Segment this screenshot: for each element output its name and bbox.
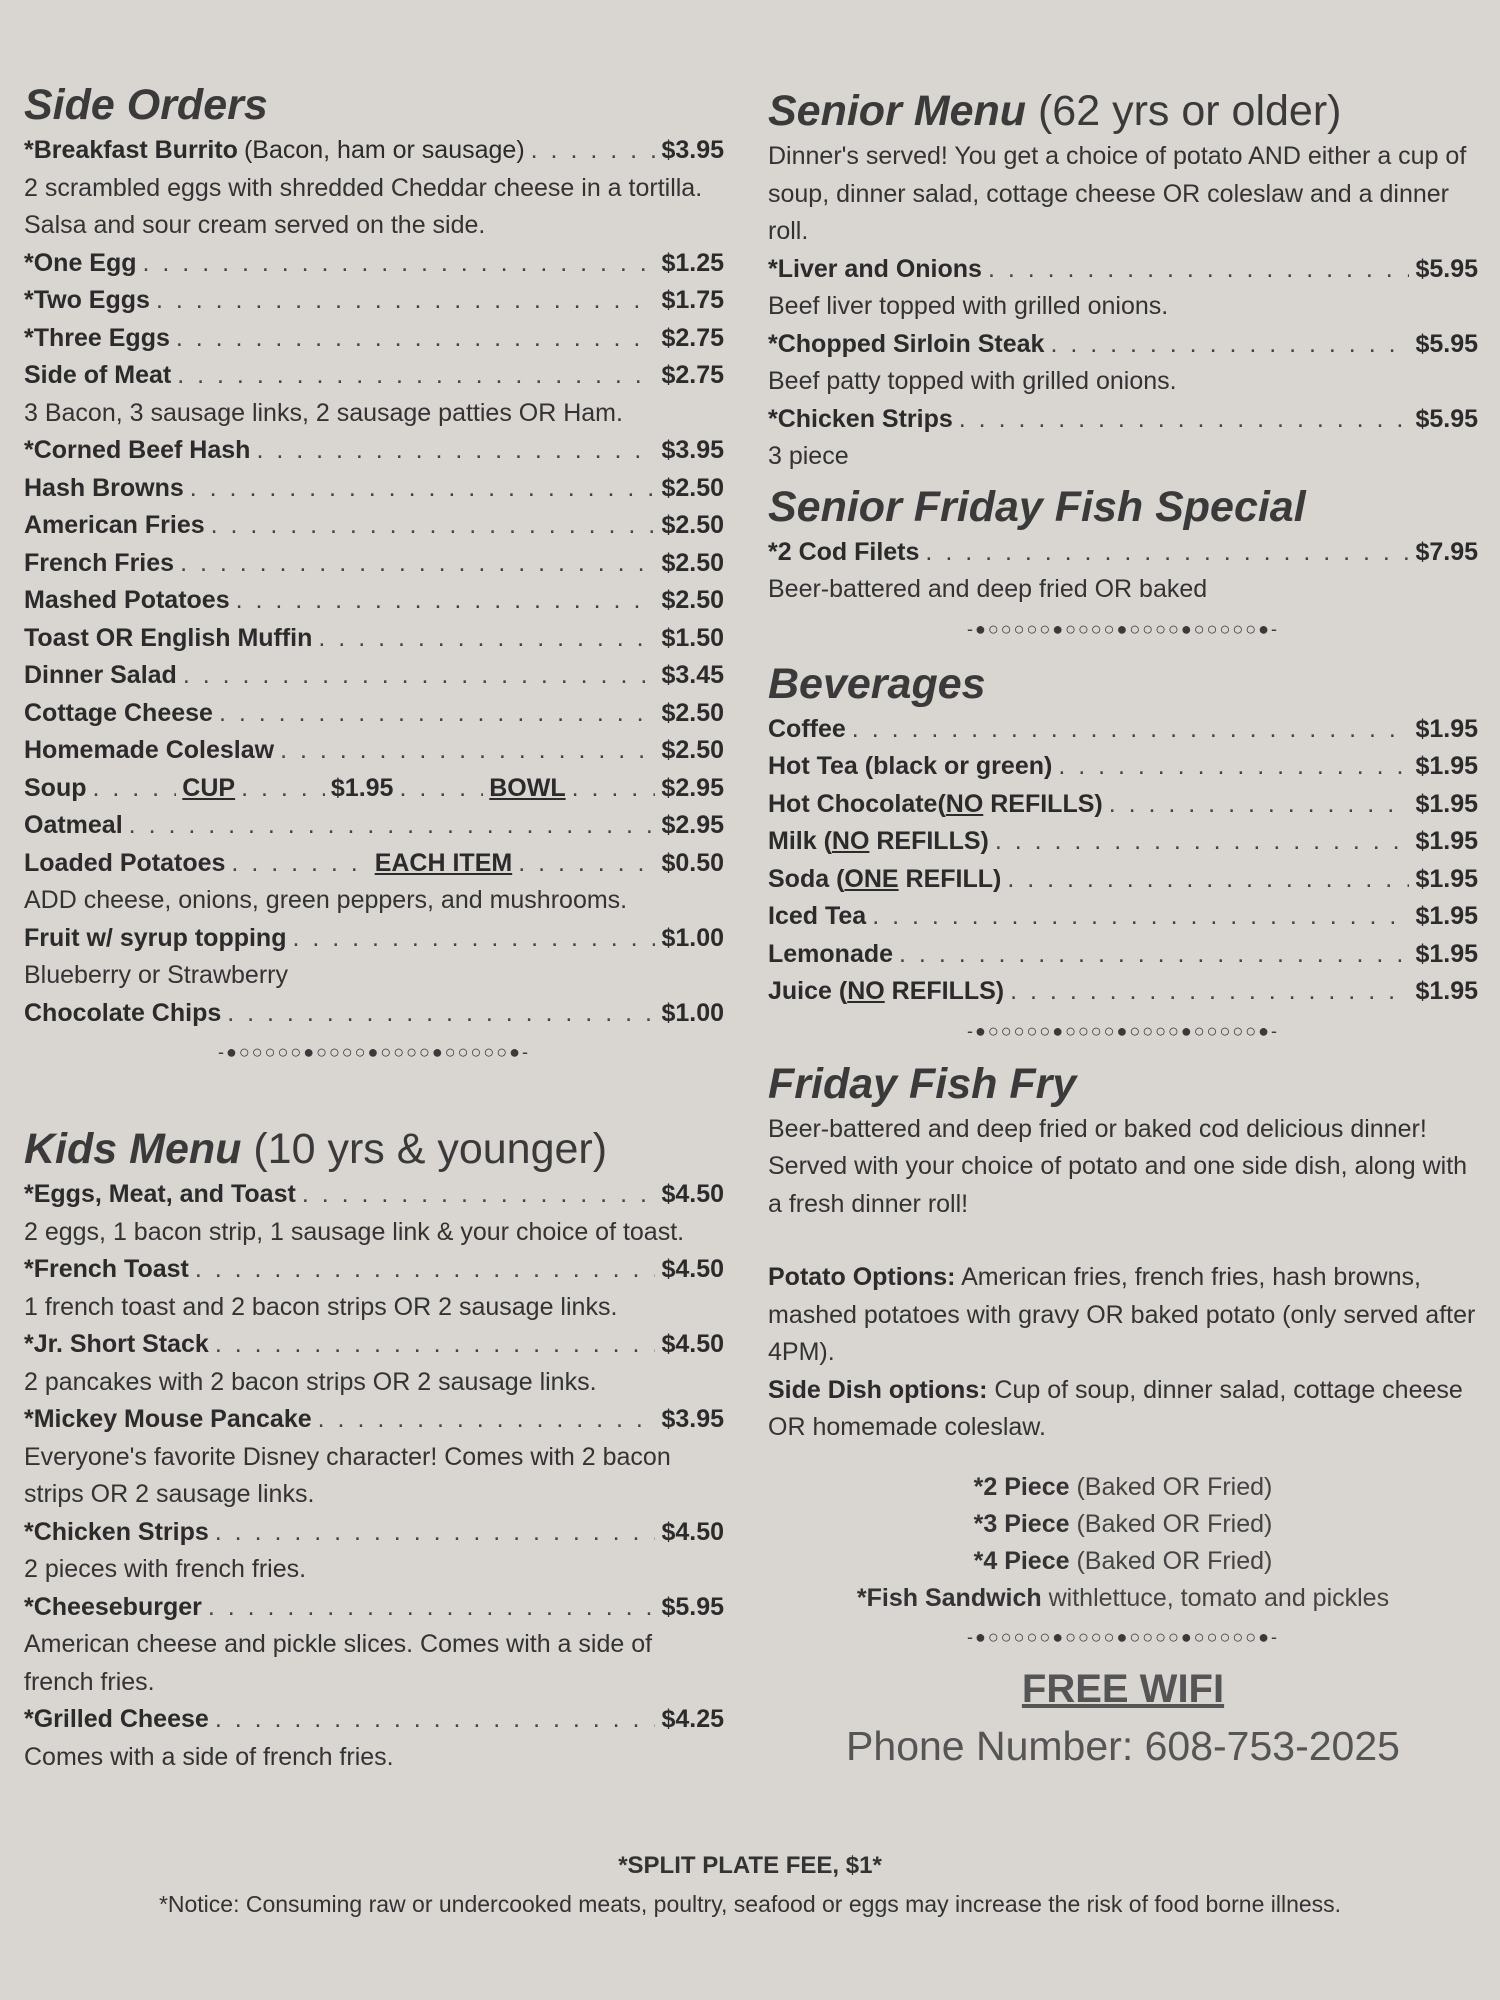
beverages-title: Beverages [768, 659, 986, 708]
item-description: Beer-battered and deep fried OR baked [768, 575, 1208, 603]
menu-item: *Grilled Cheese . . . $4.25 [24, 1701, 724, 1739]
right-column [768, 78, 1478, 1775]
ornament-divider: -●○○○○○●○○○○●○○○○●○○○○○●- [217, 1042, 531, 1062]
item-description: Beef patty topped with grilled onions. [768, 367, 1177, 395]
menu-item: French Fries . . . $2.50 [24, 545, 724, 583]
menu-item: Milk (NO REFILLS) . . . $1.95 [768, 823, 1478, 861]
item-description: Comes with a side of french fries. [24, 1742, 394, 1771]
menu-item: Hot Tea (black or green) . . . $1.95 [768, 748, 1478, 786]
kids-menu-title: Kids Menu (10 yrs & younger) [24, 1125, 608, 1173]
fish-fry-options [768, 1469, 1478, 1617]
menu-item: Lemonade . . . $1.95 [768, 936, 1478, 974]
menu-item: Oatmeal . . . $2.95 [24, 807, 724, 845]
senior-menu-title: Senior Menu (62 yrs or older) [768, 87, 1342, 135]
menu-item: Dinner Salad . . . $3.45 [24, 657, 724, 695]
ornament-divider: -●○○○○○●○○○○●○○○○●○○○○○●- [966, 1626, 1280, 1647]
menu-item: Hot Chocolate(NO REFILLS) . . . $1.95 [768, 786, 1478, 824]
item-description: ADD cheese, onions, green peppers, and mushrooms. [24, 886, 628, 914]
ornament-divider: -●○○○○○●○○○○●○○○○●○○○○○●- [966, 618, 1280, 639]
menu-item: Juice (NO REFILLS) . . . $1.95 [768, 973, 1478, 1011]
menu-item: Hash Browns . . . $2.50 [24, 470, 724, 508]
senior-fish-title: Senior Friday Fish Special [768, 482, 1306, 531]
fish-fry-intro: Beer-battered and deep fried or baked cod delicious dinner! Served with your choice of potato and one side dish, along with a fresh dinner roll! [768, 1114, 1468, 1218]
menu-item: *Liver and Onions . . . $5.95 [768, 251, 1478, 289]
free-wifi: FREE WIFI [1021, 1666, 1225, 1711]
menu-item: *Two Eggs . . . $1.75 [24, 282, 724, 320]
item-description: 2 eggs, 1 bacon strip, 1 sausage link & your choice of toast. [24, 1217, 685, 1246]
menu-item: *Three Eggs . . . $2.75 [24, 320, 724, 358]
item-description: American cheese and pickle slices. Comes with a side of french fries. [24, 1630, 653, 1696]
menu-item: *Eggs, Meat, and Toast . . . $4.50 [24, 1176, 724, 1214]
menu-item: Soda (ONE REFILL) . . . $1.95 [768, 861, 1478, 899]
menu-item: Fruit w/ syrup topping . . . $1.00 [24, 920, 724, 958]
potato-options: Potato Options: American fries, french fries, hash browns, mashed potatoes with gravy OR baked potato (only served after 4PM). [768, 1263, 1476, 1366]
menu-item: Iced Tea . . . $1.95 [768, 898, 1478, 936]
item-description: 2 pieces with french fries. [24, 1555, 307, 1583]
item-description: Beef liver topped with grilled onions. [768, 292, 1169, 320]
footer [0, 1846, 1500, 1922]
menu-item: Side of Meat . . . $2.75 [24, 357, 724, 395]
fish-sandwich: *Fish Sandwich withlettuce, tomato and pickles [856, 1583, 1390, 1612]
menu-item: American Fries . . . $2.50 [24, 507, 724, 545]
side-dish-options: Side Dish options: Cup of soup, dinner salad, cottage cheese OR homemade coleslaw. [768, 1375, 1463, 1441]
phone-number: Phone Number: 608-753-2025 [846, 1722, 1400, 1769]
item-description: 1 french toast and 2 bacon strips OR 2 sausage links. [24, 1292, 618, 1321]
menu-item-loaded: Loaded Potatoes . . . EACH ITEM . . . $0.50 [24, 845, 724, 883]
menu-item: *Cheeseburger . . . $5.95 [24, 1589, 724, 1627]
health-notice: *Notice: Consuming raw or undercooked meats, poultry, seafood or eggs may increase the risk of food borne illness. [158, 1891, 1342, 1917]
menu-item: Coffee . . . $1.95 [768, 711, 1478, 749]
fish-option: *3 Piece (Baked OR Fried) [973, 1509, 1273, 1538]
menu-item: Cottage Cheese . . . $2.50 [24, 695, 724, 733]
side-orders-title: Side Orders [24, 81, 268, 129]
menu-item: *Chicken Strips . . . $4.50 [24, 1514, 724, 1552]
item-description: Blueberry or Strawberry [24, 961, 288, 989]
menu-item: Chocolate Chips . . . $1.00 [24, 995, 724, 1033]
menu-item: *Mickey Mouse Pancake . . . $3.95 [24, 1401, 724, 1439]
menu-item-soup: Soup . . . CUP . . . $1.95 . . . BOWL . . . $2.95 [24, 770, 724, 808]
menu-item: Homemade Coleslaw . . . $2.50 [24, 732, 724, 770]
menu-item: *Jr. Short Stack . . . $4.50 [24, 1326, 724, 1364]
menu-item: *French Toast . . . $4.50 [24, 1251, 724, 1289]
menu-item: Toast OR English Muffin . . . $1.50 [24, 620, 724, 658]
menu-item: *Chopped Sirloin Steak . . . $5.95 [768, 326, 1478, 364]
menu-item: *Breakfast Burrito (Bacon, ham or sausage) . . . $3.95 [24, 132, 724, 170]
fish-option: *4 Piece (Baked OR Fried) [973, 1546, 1273, 1575]
menu-item: *Chicken Strips . . . $5.95 [768, 401, 1478, 439]
menu-item: Mashed Potatoes . . . $2.50 [24, 582, 724, 620]
menu-item: *Corned Beef Hash . . . $3.95 [24, 432, 724, 470]
left-column [24, 78, 724, 1776]
senior-intro: Dinner's served! You get a choice of potato AND either a cup of soup, dinner salad, cottage cheese OR coleslaw and a dinner roll. [768, 142, 1467, 245]
menu-item: *2 Cod Filets . . . $7.95 [768, 534, 1478, 572]
ornament-divider: -●○○○○○●○○○○●○○○○●○○○○○●- [966, 1020, 1280, 1041]
fish-fry-title: Friday Fish Fry [768, 1059, 1077, 1108]
fish-option: *2 Piece (Baked OR Fried) [973, 1472, 1273, 1501]
menu-item: *One Egg . . . $1.25 [24, 245, 724, 283]
item-description: 3 piece [768, 442, 849, 470]
split-plate-fee: *SPLIT PLATE FEE, $1* [618, 1852, 882, 1879]
item-description: Everyone's favorite Disney character! Comes with 2 bacon strips OR 2 sausage links. [24, 1442, 671, 1508]
item-description: 3 Bacon, 3 sausage links, 2 sausage patties OR Ham. [24, 398, 623, 427]
item-description: 2 pancakes with 2 bacon strips OR 2 sausage links. [24, 1367, 597, 1396]
item-description: 2 scrambled eggs with shredded Cheddar cheese in a tortilla. Salsa and sour cream served on the side. [24, 173, 703, 239]
